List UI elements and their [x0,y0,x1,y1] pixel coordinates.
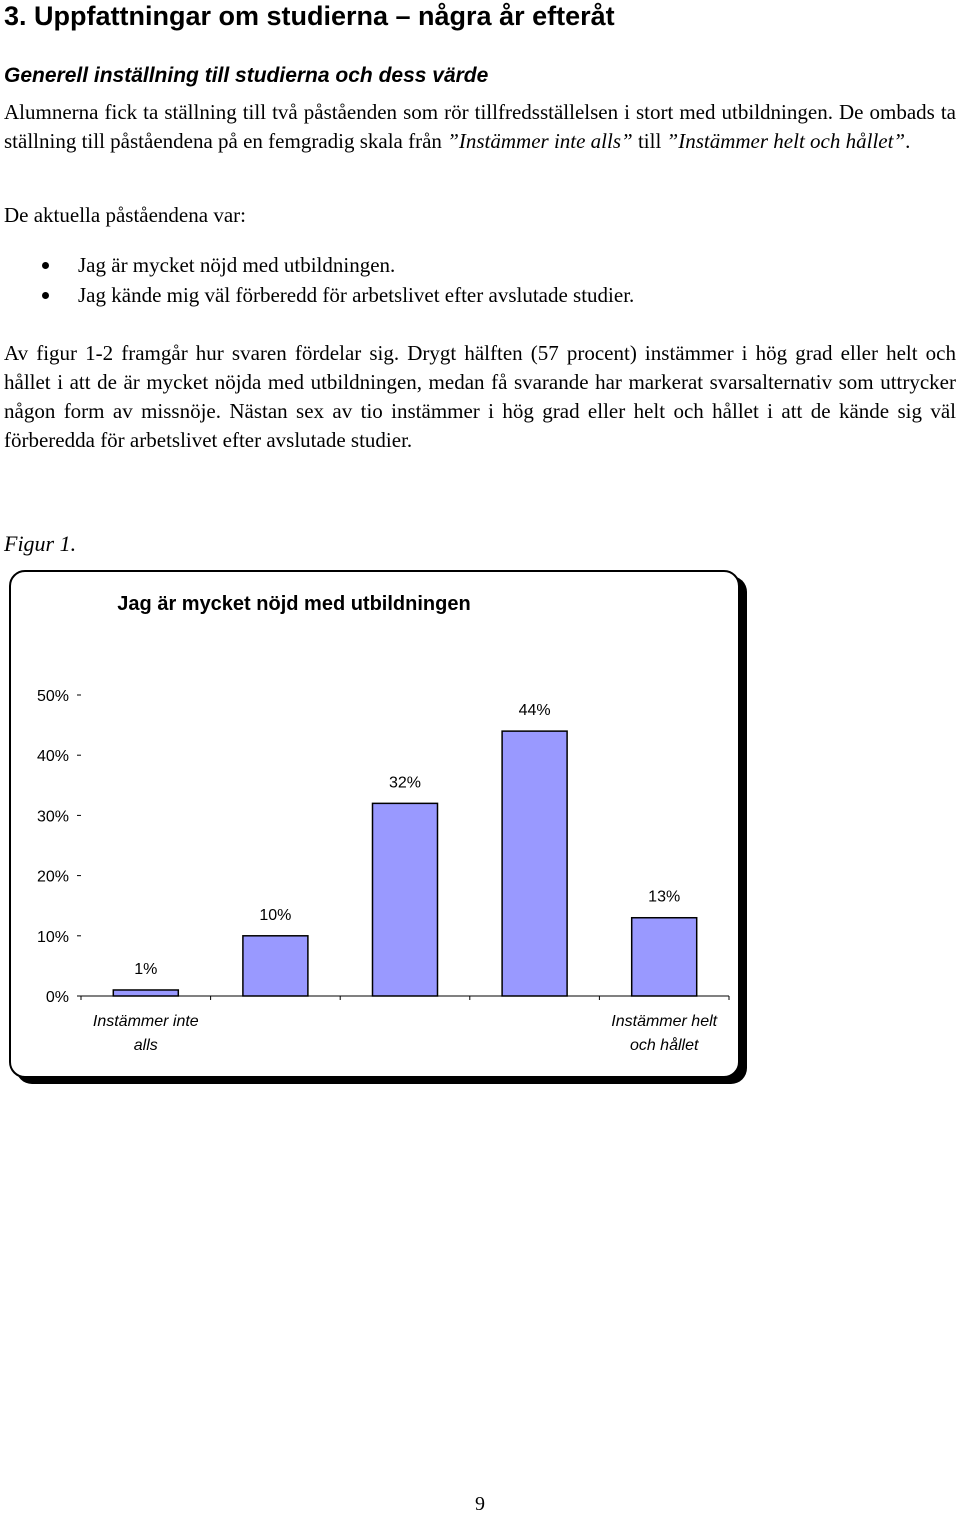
y-tick-label: 0% [45,989,69,1006]
data-label: 32% [388,774,422,792]
x-category-label: Instämmer helt [611,1013,718,1030]
y-tick-label: 20% [36,868,69,886]
scale-high-label: ”Instämmer helt och hållet” [666,129,906,153]
chart-title: Jag är mycket nöjd med utbildningen [117,593,471,615]
page-number: 9 [475,1493,485,1515]
statement-list [4,250,634,310]
x-category-label: Instämmer inte [92,1013,199,1030]
subheading: Generell inställning till studierna och dess värde [4,64,489,87]
statement-text: Jag är mycket nöjd med utbildningen. [78,253,396,277]
section-heading: 3. Uppfattningar om studierna – några år efteråt [4,1,615,31]
bar [632,918,697,996]
bullet-icon [42,262,49,269]
statements-intro: De aktuella påståendena var: [4,203,246,227]
paragraph-results: Av figur 1-2 framgår hur svaren fördelar sig. Drygt hälften (57 procent) instämmer i hög grad eller helt och hållet i att de är mycket nöjda med utbildningen, medan få svarande har markerat svarsalternativ som uttrycker någon form av missnöje. Nästan sex av tio instämmer i hög grad eller helt och hållet i att de kände sig väl förberedda för arbetslivet efter avslutade studier. [4,341,956,452]
y-tick-label: 40% [36,748,69,766]
bar [502,731,567,996]
paragraph-intro-part1: Alumnerna fick ta ställning till två påståenden som rör tillfredsställelsen i stort med utbildningen. De ombads ta ställning till påståendena på en femgradig skala från [4,100,956,153]
bar [243,936,308,996]
x-category-label: alls [133,1037,158,1054]
statement-item [4,250,634,280]
figure-caption: Figur 1. [4,531,77,556]
data-label: 10% [259,906,292,924]
x-category-label: och hållet [629,1037,699,1054]
data-label: 13% [648,888,681,906]
data-label: 44% [518,702,551,720]
paragraph-intro-part3: . [905,129,911,153]
bar [113,990,178,996]
y-tick-label: 30% [36,808,69,826]
scale-low-label: ”Instämmer inte alls” [447,129,633,153]
bar-chart [9,570,740,1078]
y-tick-label: 10% [36,928,69,946]
paragraph-intro-part2: till [632,129,667,153]
data-label: 1% [134,960,158,978]
statement-text: Jag kände mig väl förberedd för arbetslivet efter avslutade studier. [78,283,635,307]
y-tick-label: 50% [36,688,69,705]
paragraph-intro [4,98,956,156]
statement-item [4,280,634,310]
bullet-icon [42,292,49,299]
bar [373,803,438,996]
